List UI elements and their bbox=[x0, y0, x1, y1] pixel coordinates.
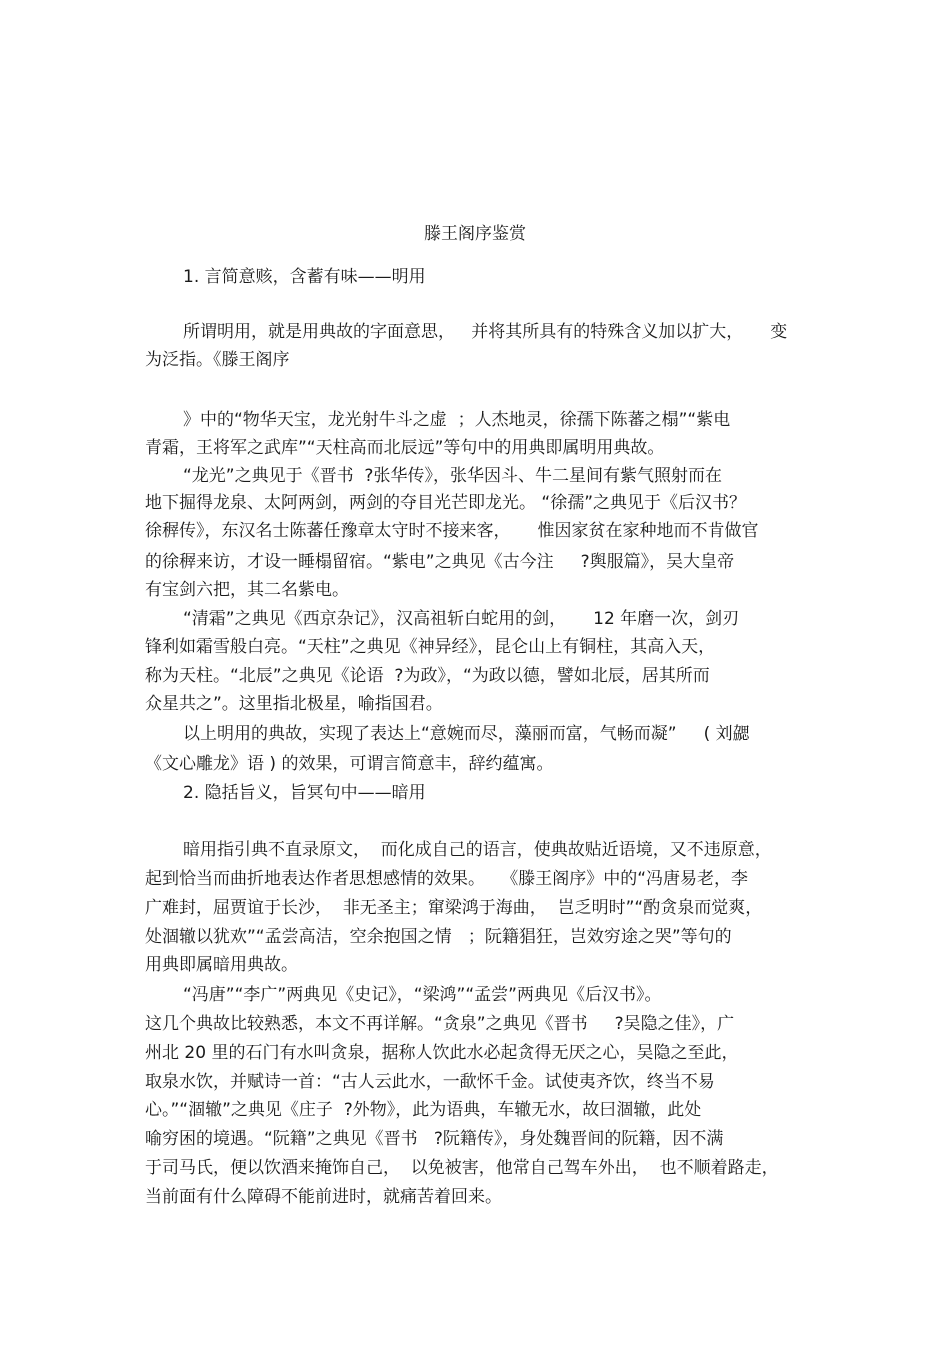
text-line: 有宝剑六把，其二名紫电。 bbox=[145, 580, 349, 600]
text-line: “龙光”之典见于《晋书 ?张华传》，张华因斗、牛二星间有紫气照射而在 bbox=[183, 466, 722, 486]
text-line: 于司马氏，便以饮酒来掩饰自己， 以免被害，他常自己驾车外出， 也不顺着路走， bbox=[145, 1158, 779, 1178]
text-line: 《文心雕龙》语 ) 的效果，可谓言简意丰，辞约蕴寓。 bbox=[145, 754, 554, 774]
text-line: 所谓明用，就是用典故的字面意思， 并将其所具有的特殊含义加以扩大， 变 bbox=[183, 322, 788, 342]
text-line: 》中的“物华天宝，龙光射牛斗之虚 ；人杰地灵，徐孺下陈蕃之榻”“紫电 bbox=[183, 410, 731, 430]
text-line: 用典即属暗用典故。 bbox=[145, 955, 298, 975]
text-line: 起到恰当而曲折地表达作者思想感情的效果。 《滕王阁序》中的“冯唐易老，李 bbox=[145, 869, 749, 889]
text-line: “清霜”之典见《西京杂记》，汉高祖斩白蛇用的剑， 12 年磨一次，剑刃 bbox=[183, 609, 740, 629]
text-line: “冯唐”“李广”两典见《史记》，“梁鸿”“孟尝”两典见《后汉书》。 bbox=[183, 985, 662, 1005]
text-line: 心。”“涸辙”之典见《庄子 ?外物》，此为语典，车辙无水，故曰涸辙，此处 bbox=[145, 1100, 702, 1120]
text-line: 暗用指引典不直录原文， 而化成自己的语言，使典故贴近语境，又不违原意， bbox=[183, 840, 772, 860]
text-line: 的徐稺来访，才设一睡榻留宿。“紫电”之典见《古今注 ?舆服篇》，吴大皇帝 bbox=[145, 552, 735, 572]
text-line: 众星共之”。这里指北极星，喻指国君。 bbox=[145, 694, 443, 714]
page-title: 滕王阁序鉴赏 bbox=[424, 224, 526, 244]
text-line: 这几个典故比较熟悉，本文不再详解。“贪泉”之典见《晋书 ?吴隐之佳》，广 bbox=[145, 1014, 735, 1034]
text-line: 州北 20 里的石门有水叫贪泉，据称人饮此水必起贪得无厌之心，吴隐之至此， bbox=[145, 1043, 739, 1063]
text-line: 称为天柱。“北辰”之典见《论语 ?为政》，“为政以德，譬如北辰，居其所而 bbox=[145, 666, 710, 686]
text-line: 广难封，屈贾谊于长沙， 非无圣主；窜梁鸿于海曲， 岂乏明时”“酌贪泉而觉爽， bbox=[145, 898, 763, 918]
section-heading-2: 2. 隐括旨义，旨冥句中——暗用 bbox=[183, 783, 426, 803]
text-line: 锋利如霜雪般白亮。“天柱”之典见《神异经》，昆仑山上有铜柱，其高入天， bbox=[145, 637, 716, 657]
text-line: 处涸辙以犹欢”“孟尝高洁，空余抱国之情 ；阮籍猖狂，岂效穷途之哭”等句的 bbox=[145, 927, 732, 947]
text-line: 地下掘得龙泉、太阿两剑，两剑的夺目光芒即龙光。 “徐孺”之典见于《后汉书？ bbox=[145, 493, 747, 513]
text-line: 取泉水饮，并赋诗一首：“古人云此水，一歃怀千金。试使夷齐饮，终当不易 bbox=[145, 1072, 715, 1092]
text-line: 当前面有什么障碍不能前进时，就痛苦着回来。 bbox=[145, 1187, 502, 1207]
text-line: 青霜，王将军之武库”“天柱高而北辰远”等句中的用典即属明用典故。 bbox=[145, 438, 665, 458]
text-line: 徐稺传》，东汉名士陈蕃任豫章太守时不接来客， 惟因家贫在家种地而不肯做官 bbox=[145, 521, 759, 541]
text-line: 以上明用的典故，实现了表达上“意婉而尽，藻丽而富，气畅而凝” ( 刘勰 bbox=[183, 724, 750, 744]
text-line: 为泛指。《滕王阁序 bbox=[145, 350, 290, 370]
section-heading-1: 1. 言简意赅，含蓄有味——明用 bbox=[183, 267, 426, 287]
text-line: 喻穷困的境遇。“阮籍”之典见《晋书 ?阮籍传》，身处魏晋间的阮籍，因不满 bbox=[145, 1129, 724, 1149]
